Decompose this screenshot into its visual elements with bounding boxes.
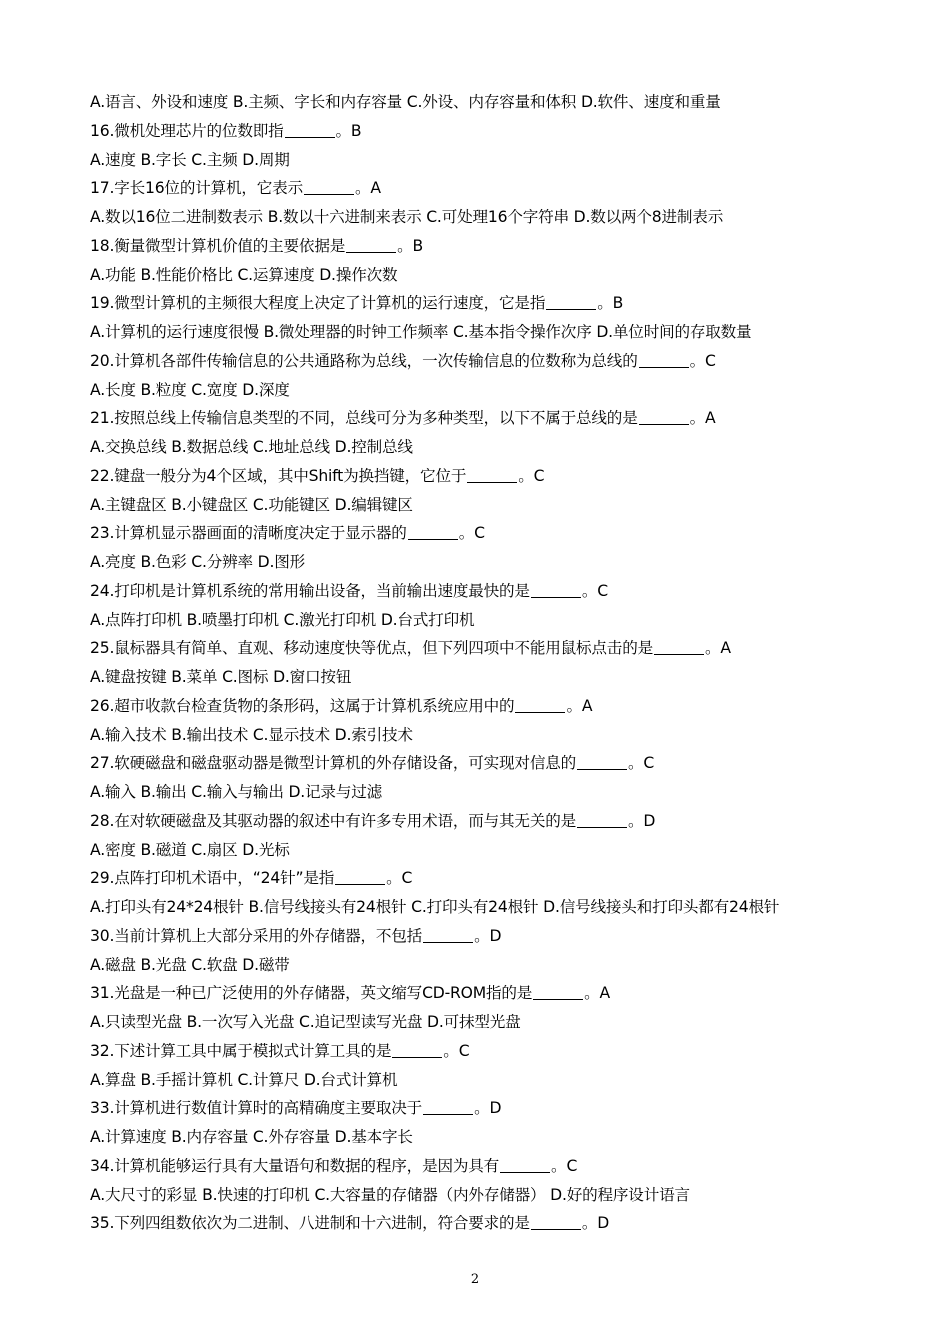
question-line — [90, 462, 930, 491]
options-line — [90, 1066, 930, 1095]
options-line — [90, 88, 930, 117]
options-line — [90, 1123, 930, 1152]
options-line — [90, 778, 930, 807]
question-text: 31.光盘是一种已广泛使用的外存储器，英文缩写CD-ROM指的是 — [90, 984, 533, 1003]
options-line — [90, 318, 930, 347]
answer-blank — [654, 637, 704, 655]
question-text: 34.计算机能够运行具有大量语句和数据的程序，是因为具有 — [90, 1156, 500, 1175]
question-line — [90, 174, 930, 203]
options-text: A.输入技术 B.输出技术 C.显示技术 D.索引技术 — [90, 725, 413, 744]
question-text: 29.点阵打印机术语中，“24针”是指 — [90, 869, 335, 888]
answer-blank — [423, 1097, 473, 1115]
question-text: 30.当前计算机上大部分采用的外存储器，不包括 — [90, 926, 423, 945]
answer-key: 。B — [597, 294, 624, 313]
question-text: 33.计算机进行数值计算时的高精确度主要取决于 — [90, 1099, 423, 1118]
options-text: A.交换总线 B.数据总线 C.地址总线 D.控制总线 — [90, 438, 413, 456]
answer-blank — [304, 177, 354, 195]
question-text: 20.计算机各部件传输信息的公共通路称为总线，一次传输信息的位数称为总线的 — [90, 351, 638, 370]
options-text: A.大尺寸的彩显 B.快速的打印机 C.大容量的存储器（内外存储器） D.好的程序设计语言 — [90, 1185, 690, 1204]
question-line — [90, 749, 930, 778]
question-line — [90, 979, 930, 1008]
question-text: 26.超市收款台检查货物的条形码，这属于计算机系统应用中的 — [90, 696, 515, 715]
answer-blank — [577, 810, 627, 828]
answer-blank — [546, 292, 596, 310]
answer-key: 。B — [397, 236, 424, 255]
answer-blank — [515, 695, 565, 713]
question-line — [90, 1209, 930, 1238]
answer-key: 。C — [689, 351, 716, 370]
question-line — [90, 117, 930, 146]
answer-blank — [639, 407, 689, 425]
answer-key: 。C — [551, 1156, 578, 1175]
answer-key: 。C — [628, 754, 655, 773]
answer-key: 。A — [584, 984, 611, 1003]
answer-key: 。C — [386, 869, 413, 888]
options-line — [90, 146, 930, 175]
question-text: 24.打印机是计算机系统的常用输出设备，当前输出速度最快的是 — [90, 581, 530, 600]
question-text: 27.软硬磁盘和磁盘驱动器是微型计算机的外存储设备，可实现对信息的 — [90, 754, 577, 773]
options-text: A.点阵打印机 B.喷墨打印机 C.激光打印机 D.台式打印机 — [90, 610, 475, 629]
question-text: 21.按照总线上传输信息类型的不同，总线可分为多种类型，以下不属于总线的是 — [90, 409, 638, 428]
question-text: 23.计算机显示器画面的清晰度决定于显示器的 — [90, 524, 407, 543]
options-text: A.打印头有24*24根针 B.信号线接头有24根针 C.打印头有24根针 D.信号线接头和打印头都有24根针 — [90, 898, 780, 916]
answer-blank — [335, 867, 385, 885]
question-text: 22.键盘一般分为4个区域，其中Shift为换挡键，它位于 — [90, 466, 467, 485]
options-line — [90, 491, 930, 520]
question-line — [90, 692, 930, 721]
answer-blank — [639, 350, 689, 368]
options-text: A.算盘 B.手摇计算机 C.计算尺 D.台式计算机 — [90, 1070, 398, 1089]
answer-blank — [285, 120, 335, 138]
answer-blank — [346, 235, 396, 253]
options-line — [90, 606, 930, 635]
options-line — [90, 721, 930, 750]
question-line — [90, 519, 930, 548]
options-line — [90, 548, 930, 577]
options-line — [90, 836, 930, 865]
question-line — [90, 577, 930, 606]
page-number: 2 — [470, 1272, 480, 1287]
answer-blank — [500, 1155, 550, 1173]
question-text: 32.下述计算工具中属于模拟式计算工具的是 — [90, 1041, 392, 1060]
question-list — [90, 88, 930, 1238]
question-text: 35.下列四组数依次为二进制、八进制和十六进制，符合要求的是 — [90, 1214, 530, 1233]
question-text: 25.鼠标器具有简单、直观、移动速度快等优点，但下列四项中不能用鼠标点击的是 — [90, 639, 653, 658]
options-line — [90, 893, 930, 922]
question-line — [90, 1094, 930, 1123]
question-line — [90, 634, 930, 663]
options-text: A.功能 B.性能价格比 C.运算速度 D.操作次数 — [90, 265, 398, 284]
question-line — [90, 289, 930, 318]
options-text: A.磁盘 B.光盘 C.软盘 D.磁带 — [90, 955, 290, 974]
options-line — [90, 1008, 930, 1037]
answer-key: 。C — [518, 466, 545, 485]
question-line — [90, 404, 930, 433]
answer-key: 。D — [474, 1099, 502, 1118]
answer-blank — [423, 925, 473, 943]
options-line — [90, 951, 930, 980]
options-text: A.只读型光盘 B.一次写入光盘 C.追记型读写光盘 D.可抹型光盘 — [90, 1013, 521, 1031]
options-line — [90, 261, 930, 290]
answer-key: 。C — [458, 524, 485, 543]
options-text: A.语言、外设和速度 B.主频、字长和内存容量 C.外设、内存容量和体积 D.软件、速度和重量 — [90, 93, 721, 111]
options-text: A.计算速度 B.内存容量 C.外存容量 D.基本字长 — [90, 1128, 413, 1146]
question-line — [90, 864, 930, 893]
answer-key: 。A — [354, 179, 381, 198]
options-line — [90, 663, 930, 692]
question-text: 18.衡量微型计算机价值的主要依据是 — [90, 236, 346, 255]
options-line — [90, 376, 930, 405]
question-line — [90, 1037, 930, 1066]
options-line — [90, 203, 930, 232]
answer-key: 。D — [581, 1214, 610, 1233]
question-line — [90, 807, 930, 836]
answer-blank — [467, 465, 517, 483]
answer-key: 。C — [443, 1041, 470, 1060]
options-text: A.计算机的运行速度很慢 B.微处理器的时钟工作频率 C.基本指令操作次序 D.单位时间的存取数量 — [90, 323, 752, 341]
options-text: A.主键盘区 B.小键盘区 C.功能键区 D.编辑键区 — [90, 495, 413, 514]
answer-blank — [392, 1040, 442, 1058]
answer-key: 。C — [581, 581, 608, 600]
question-line — [90, 347, 930, 376]
question-line — [90, 232, 930, 261]
options-text: A.亮度 B.色彩 C.分辨率 D.图形 — [90, 553, 306, 571]
question-text: 17.字长16位的计算机，它表示 — [90, 179, 303, 198]
question-text: 19.微型计算机的主频很大程度上决定了计算机的运行速度，它是指 — [90, 294, 546, 313]
answer-blank — [577, 752, 627, 770]
answer-key: 。A — [566, 696, 593, 715]
options-text: A.密度 B.磁道 C.扇区 D.光标 — [90, 840, 290, 859]
question-line — [90, 1152, 930, 1181]
answer-key: 。D — [474, 926, 502, 945]
options-text: A.键盘按键 B.菜单 C.图标 D.窗口按钮 — [90, 668, 352, 686]
answer-key: 。B — [335, 121, 362, 140]
answer-blank — [408, 522, 458, 540]
answer-key: 。A — [704, 639, 731, 658]
answer-blank — [531, 1212, 581, 1230]
answer-key: 。A — [689, 409, 716, 428]
answer-blank — [533, 982, 583, 1000]
options-text: A.数以16位二进制数表示 B.数以十六进制来表示 C.可处理16个字符串 D.数以两个8进制表示 — [90, 208, 724, 226]
question-text: 16.微机处理芯片的位数即指 — [90, 121, 284, 140]
options-text: A.长度 B.粒度 C.宽度 D.深度 — [90, 380, 290, 399]
answer-key: 。D — [628, 811, 656, 830]
question-line — [90, 922, 930, 951]
options-line — [90, 433, 930, 462]
question-text: 28.在对软硬磁盘及其驱动器的叙述中有许多专用术语，而与其无关的是 — [90, 811, 577, 830]
options-text: A.速度 B.字长 C.主频 D.周期 — [90, 150, 290, 169]
options-line — [90, 1181, 930, 1210]
answer-blank — [531, 580, 581, 598]
options-text: A.输入 B.输出 C.输入与输出 D.记录与过滤 — [90, 783, 382, 801]
